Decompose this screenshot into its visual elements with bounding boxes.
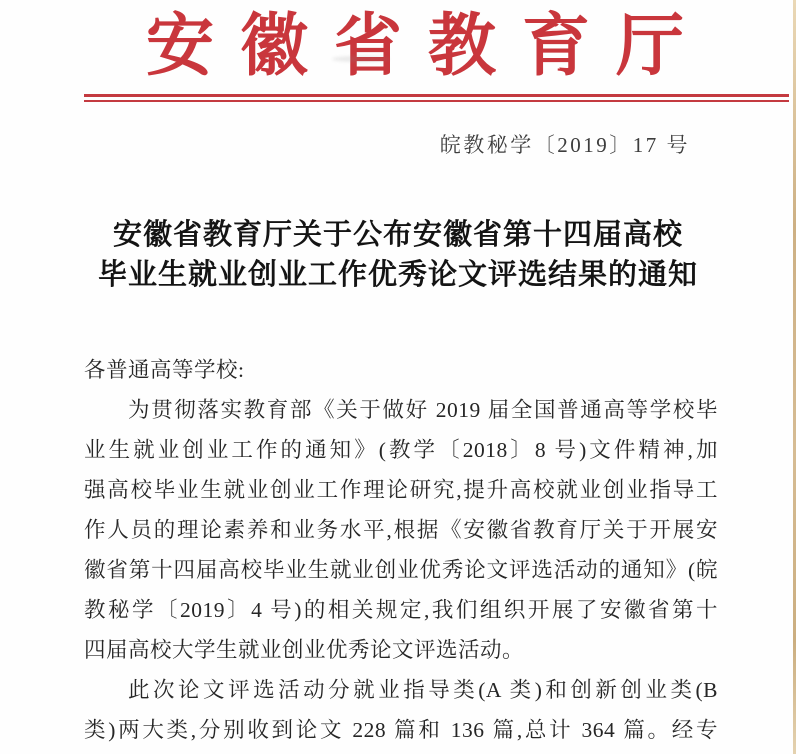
body-line: 徽省第十四届高校毕业生就业创业优秀论文评选活动的通知》(皖	[84, 558, 718, 582]
document-title-line2: 毕业生就业创业工作优秀论文评选结果的通知	[97, 259, 698, 291]
body-line: 教秘学〔2019〕4 号)的相关规定,我们组织开展了安徽省第十	[84, 598, 718, 622]
body-line: 类)两大类,分别收到论文 228 篇和 136 篇,总计 364 篇。经专	[84, 718, 718, 742]
body-line: 四届高校大学生就业创业优秀论文评选活动。	[84, 638, 525, 662]
letterhead-org-name: 安徽省教育厅	[145, 8, 710, 84]
body-line: 各普通高等学校:	[84, 358, 245, 382]
body-line: 业生就业创业工作的通知》(教学〔2018〕8 号)文件精神,加	[84, 438, 718, 462]
body-line: 为贯彻落实教育部《关于做好 2019 届全国普通高等学校毕	[128, 398, 718, 422]
document-title	[0, 215, 796, 295]
body-line: 作人员的理论素养和业务水平,根据《安徽省教育厅关于开展安	[84, 518, 718, 542]
body-line: 强高校毕业生就业创业工作理论研究,提升高校就业创业指导工	[84, 478, 718, 502]
letterhead-divider	[84, 94, 789, 102]
scan-smudge-artifact	[332, 56, 390, 62]
body-line: 此次论文评选活动分就业指导类(A 类)和创新创业类(B	[128, 678, 718, 702]
document-title-line1: 安徽省教育厅关于公布安徽省第十四届高校	[112, 219, 683, 251]
body-text	[84, 350, 718, 750]
document-number: 皖教秘学〔2019〕17 号	[439, 133, 690, 157]
